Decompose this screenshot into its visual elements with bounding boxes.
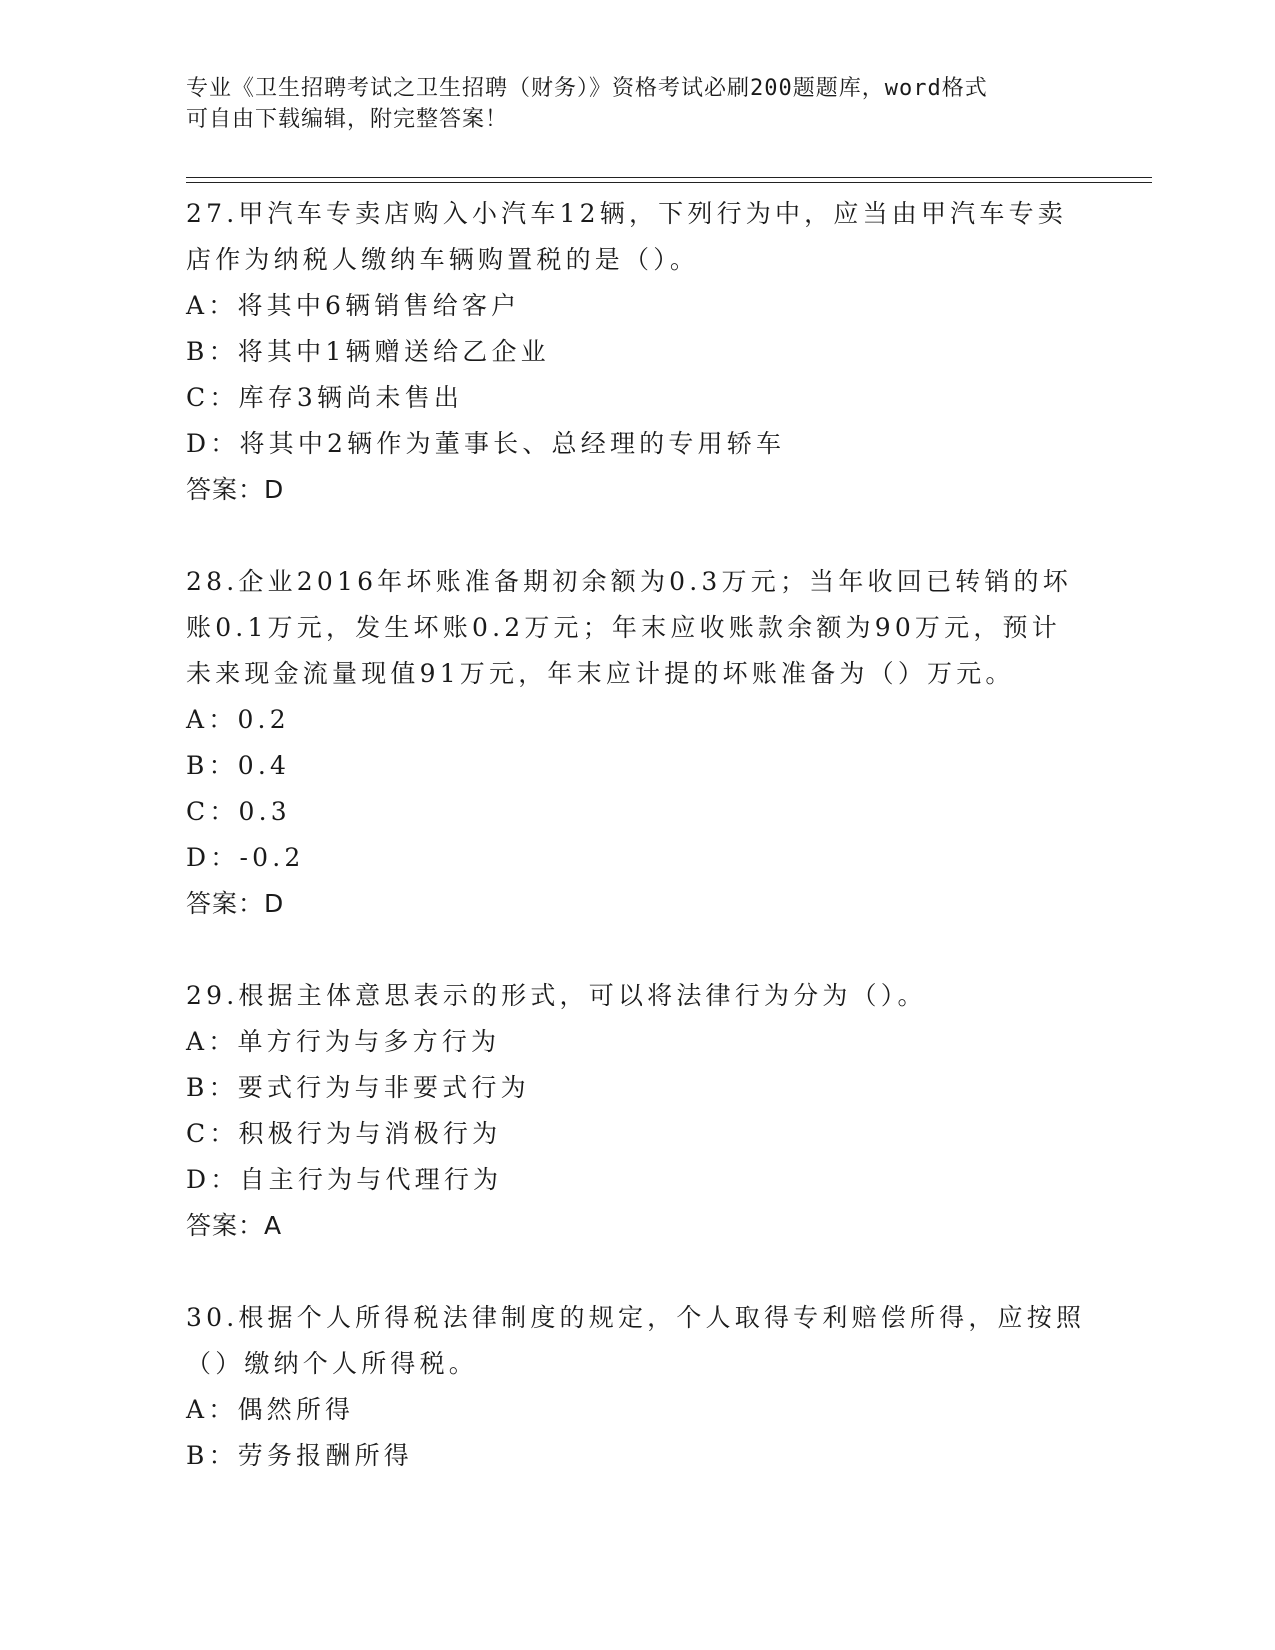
question-30	[186, 1295, 1086, 1479]
option-b: B：要式行为与非要式行为	[186, 1073, 530, 1102]
option-c: C：0.3	[186, 797, 291, 826]
option-a: A：0.2	[186, 705, 290, 734]
question-27	[186, 191, 1086, 513]
option-a: A：单方行为与多方行为	[186, 1027, 501, 1056]
question-stem	[186, 1295, 1086, 1387]
stem-line: 27.甲汽车专卖店购入小汽车12辆，下列行为中，应当由甲汽车专卖	[186, 199, 1067, 228]
option-c: C：库存3辆尚未售出	[186, 383, 464, 412]
document-header	[186, 73, 1066, 135]
stem-line: 30.根据个人所得税法律制度的规定，个人取得专利赔偿所得，应按照	[186, 1303, 1086, 1332]
answer-line: 答案：D	[186, 889, 285, 918]
option-a: A：将其中6辆销售给客户	[186, 291, 521, 320]
answer-line: 答案：A	[186, 1211, 283, 1240]
stem-line: 29.根据主体意思表示的形式，可以将法律行为分为（）。	[186, 981, 927, 1010]
question-29	[186, 973, 1086, 1249]
question-stem	[186, 973, 1086, 1019]
option-d: D：自主行为与代理行为	[186, 1165, 503, 1194]
header-title-line: 专业《卫生招聘考试之卫生招聘（财务）》资格考试必刷200题题库，word格式	[186, 76, 988, 101]
stem-line: 店作为纳税人缴纳车辆购置税的是（）。	[186, 245, 700, 274]
question-stem	[186, 191, 1086, 283]
option-b: B：0.4	[186, 751, 291, 780]
answer-line: 答案：D	[186, 475, 285, 504]
header-subtitle-line: 可自由下载编辑，附完整答案！	[186, 107, 509, 132]
stem-line: （）缴纳个人所得税。	[186, 1349, 479, 1378]
question-list	[186, 191, 1086, 1525]
stem-line: 未来现金流量现值91万元，年末应计提的坏账准备为（）万元。	[186, 659, 1015, 688]
header-divider-bottom	[186, 182, 1152, 183]
option-b: B：将其中1辆赠送给乙企业	[186, 337, 550, 366]
stem-line: 账0.1万元，发生坏账0.2万元；年末应收账款余额为90万元，预计	[186, 613, 1061, 642]
option-a: A：偶然所得	[186, 1395, 355, 1424]
question-28	[186, 559, 1086, 927]
option-d: D：将其中2辆作为董事长、总经理的专用轿车	[186, 429, 786, 458]
option-d: D：-0.2	[186, 843, 305, 872]
question-stem	[186, 559, 1086, 697]
option-c: C：积极行为与消极行为	[186, 1119, 502, 1148]
header-divider-top	[186, 177, 1152, 178]
option-b: B：劳务报酬所得	[186, 1441, 413, 1470]
stem-line: 28.企业2016年坏账准备期初余额为0.3万元；当年收回已转销的坏	[186, 567, 1072, 596]
